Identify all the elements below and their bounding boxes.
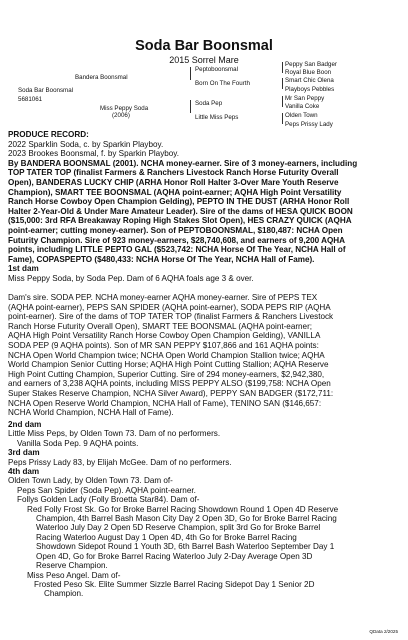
dams-sire-line: NCHA Open World Champion twice; NCHA Open World Champion Stallion twice; AQHA xyxy=(8,350,325,360)
first-dam-heading: 1st dam xyxy=(8,264,39,274)
sire-info-line: TOP TATER TOP (finalist Farmers & Ranchers Livestock Ranch Horse Futurity Overall xyxy=(8,168,339,178)
sire-info-line: Futurity Champion. Sire of 923 money-earners, $28,740,608, and earners of 9,200 AQHA xyxy=(8,235,346,245)
sire-info-line: Fame), COPASPEPTO ($480,433: NCHA Horse Of The Year, NCHA Hall of Fame). xyxy=(8,254,315,264)
dams-sire-line: and earners of 3,238 AQHA points, including MISS PEPPY ALSO ($199,758: NCHA Open xyxy=(8,379,331,389)
pedigree-sire-dam: Born On The Fourth xyxy=(195,80,250,87)
bracket-ds xyxy=(282,96,283,107)
dams-sire-paragraph xyxy=(8,293,401,418)
sire-info-line: ($15,000: 3rd RFA Breakaway Roping High Stakes Slot Open), HES CRAZY QUICK (AQHA xyxy=(8,216,352,226)
red-folly-line: Reserve Champion. xyxy=(36,561,108,571)
red-folly-line: Waterloo July Day 2 Open 5D Reserve Champion, split 3rd Go for Broke Barrel xyxy=(36,523,321,533)
second-dam-produce: Vanilla Soda Pep. 9 AQHA points. xyxy=(17,438,139,448)
first-dam-line: Miss Peppy Soda, by Soda Pep. Dam of 6 AQHA foals age 3 & over. xyxy=(8,273,254,283)
sire-info-line: By BANDERA BOONSMAL (2001). NCHA money-earner. Sire of 3 money-earners, including xyxy=(8,158,358,168)
sire-info-line: Open), BANDERAS LUCKY CHIP (ARHA Honor Roll Halter 3-Over Mare Youth Reserve xyxy=(8,177,339,187)
sire-info-line: Champion), SMART TEE BOONSMAL (AQHA point-earner; AQHA High Point Versatility xyxy=(8,187,342,197)
pedigree-dam: Miss Peppy Soda xyxy=(100,105,149,112)
pedigree-subject: Soda Bar Boonsmal xyxy=(18,87,74,94)
dams-sire-line: Dam's sire. SODA PEP. NCHA money-earner AQHA money-earner. Sire of PEPS TEX xyxy=(8,293,318,302)
dams-sire-line: SODA PEP (9 AQHA points). Son of MR SAN PEPPY $107,866 and 161 AQHA points: xyxy=(8,340,319,350)
dams-sire-line: Super Stakes Reserve Champion, NCHA Silver Award), PEPPY SAN BADGER ($172,711: xyxy=(8,388,334,398)
dams-sire-line: World Champion Senior Cutting Horse; AQHA High Point Cutting Stallion; AQHA Reserve xyxy=(8,360,329,370)
dams-sire-line: AQHA High Point Versatility Ranch Horse Cowboy Open Champion Gelding), VANILLA xyxy=(8,331,321,341)
pedigree-sire-sire: Peptoboonsmal xyxy=(195,66,238,73)
produce-record-heading: PRODUCE RECORD: xyxy=(8,130,89,139)
dams-sire-line: Ranch Horse Futurity Overall Open), SMART TEE BOONSMAL (AQHA point-earner; xyxy=(8,321,313,331)
dams-sire-line: (AQHA point-earner), PEPS SAN SPIDER (AQHA point-earner), SODA PEPS RIP (AQHA xyxy=(8,302,331,312)
third-dam-heading: 3rd dam xyxy=(8,448,40,458)
dams-sire-line: NCHA Open Reserve World Champion, NCHA Hall of Fame), TENINO SAN ($146,657: xyxy=(8,398,322,408)
sire-info-line: points, including LITTLE PEPTO GAL ($523,742: NCHA Horse Of The Year, NCHA Hall of xyxy=(8,245,346,255)
foal-entry: 2022 Sparklin Soda, c. by Sparkin Playboy. xyxy=(8,139,164,149)
dams-sire-line: NCHA World Champion, NCHA Hall of Fame). xyxy=(8,408,174,418)
frosted-peso-line: Frosted Peso Sk. Elite Summer Sizzle Barrel Racing Sidepot Day 1 Senior 2D xyxy=(34,579,315,589)
sire-info-paragraph xyxy=(8,159,401,265)
second-dam-line: Little Miss Peps, by Olden Town 73. Dam of no performers. xyxy=(8,429,221,439)
bracket-dam xyxy=(190,100,191,113)
pedigree-ss-sire: Peppy San Badger xyxy=(285,61,337,68)
fourth-dam-line: Olden Town Lady, by Olden Town 73. Dam of- xyxy=(8,476,173,486)
red-folly-frost-record xyxy=(8,505,401,571)
dams-sire-line: point-earner). Sire of the dams of TOP TATER TOP (finalist Farmers & Ranchers Livestock xyxy=(8,312,334,322)
horse-name: Soda Bar Boonsmal xyxy=(135,38,273,54)
third-dam-line: Peps Prissy Lady 83, by Elijah McGee. Dam of no performers. xyxy=(8,457,232,467)
pedigree-ss-dam: Royal Blue Boon xyxy=(285,69,332,76)
pedigree-ds-dam: Vanilla Coke xyxy=(285,103,320,110)
red-folly-line: Red Folly Frost Sk. Go for Broke Barrel Racing Showdown Round 1 Open 4D Reserve xyxy=(27,504,339,514)
horse-description: 2015 Sorrel Mare xyxy=(169,55,239,65)
fourth-dam-heading: 4th dam xyxy=(8,467,40,477)
pedigree-dd-sire: Olden Town xyxy=(285,112,318,119)
red-folly-line: Open 4D, Go for Broke Barrel Racing Waterloo July 2-Day Average Open 3D xyxy=(36,551,313,561)
dams-sire-line: High Point Cutting Champion, Superior Cutting. Sire of 294 money-earners, $2,942,380, xyxy=(8,369,325,379)
footer-code: QData 2/2025 xyxy=(369,629,398,634)
foal-entry: 2023 Brookes Boonsmal, f. by Sparkin Playboy. xyxy=(8,149,180,159)
pedigree-dd-dam: Peps Prissy Lady xyxy=(285,121,333,128)
lower-dams xyxy=(8,420,401,599)
bracket-sd xyxy=(282,78,283,89)
frosted-peso-line: Champion. xyxy=(44,589,84,599)
fourth-dam-produce: Peps San Spider (Soda Pep). AQHA point-earner. xyxy=(17,485,196,495)
registration-number: 5681061 xyxy=(18,96,43,103)
sire-info-line: Halter 2-Year-Old & Under Mare Amateur Leader). Sire of the dams of HESA QUICK BOON xyxy=(8,206,353,216)
pedigree-dam-sire: Soda Pep xyxy=(195,100,223,107)
pedigree-dam-year: (2006) xyxy=(112,112,130,119)
pedigree-sd-sire: Smart Chic Olena xyxy=(285,77,334,84)
second-dam-heading: 2nd dam xyxy=(8,420,42,429)
bracket-ss xyxy=(282,62,283,73)
bracket-sire xyxy=(190,67,191,80)
red-folly-line: Champion, 4th Barrel Bash Mason City Day 2 Open 3D, Go for Broke Barrel Racing xyxy=(36,514,337,524)
sire-info-line: point-earner; cutting money-earner). Son of PEPTOBOONSMAL, $180,487: NCHA Open xyxy=(8,225,343,235)
frosted-peso-record xyxy=(8,580,401,599)
pedigree-ds-sire: Mr San Peppy xyxy=(285,95,325,102)
produce-record xyxy=(8,130,401,284)
red-folly-line: Showdown Sidepot Round 1 Youth 3D, 6th Barrel Bash Waterloo September Day 1 xyxy=(36,542,335,552)
sire-info-line: Ranch Horse Cowboy Open Champion Gelding), PEPTO IN THE DUST (ARHA Honor Roll xyxy=(8,197,350,207)
pedigree-dam-dam: Little Miss Peps xyxy=(195,114,239,121)
pedigree-sire: Bandera Boonsmal xyxy=(75,74,128,81)
miss-peso-line: Miss Peso Angel. Dam of- xyxy=(27,570,121,580)
bracket-dd xyxy=(282,113,283,124)
pedigree-sd-dam: Playboys Pebbles xyxy=(285,86,335,93)
red-folly-line: Racing Waterloo August Day 1 Open 4D, 4th Go for Broke Barrel Racing xyxy=(36,532,297,542)
fourth-dam-produce: Follys Golden Lady (Folly Broetta Star84). Dam of- xyxy=(17,495,200,505)
